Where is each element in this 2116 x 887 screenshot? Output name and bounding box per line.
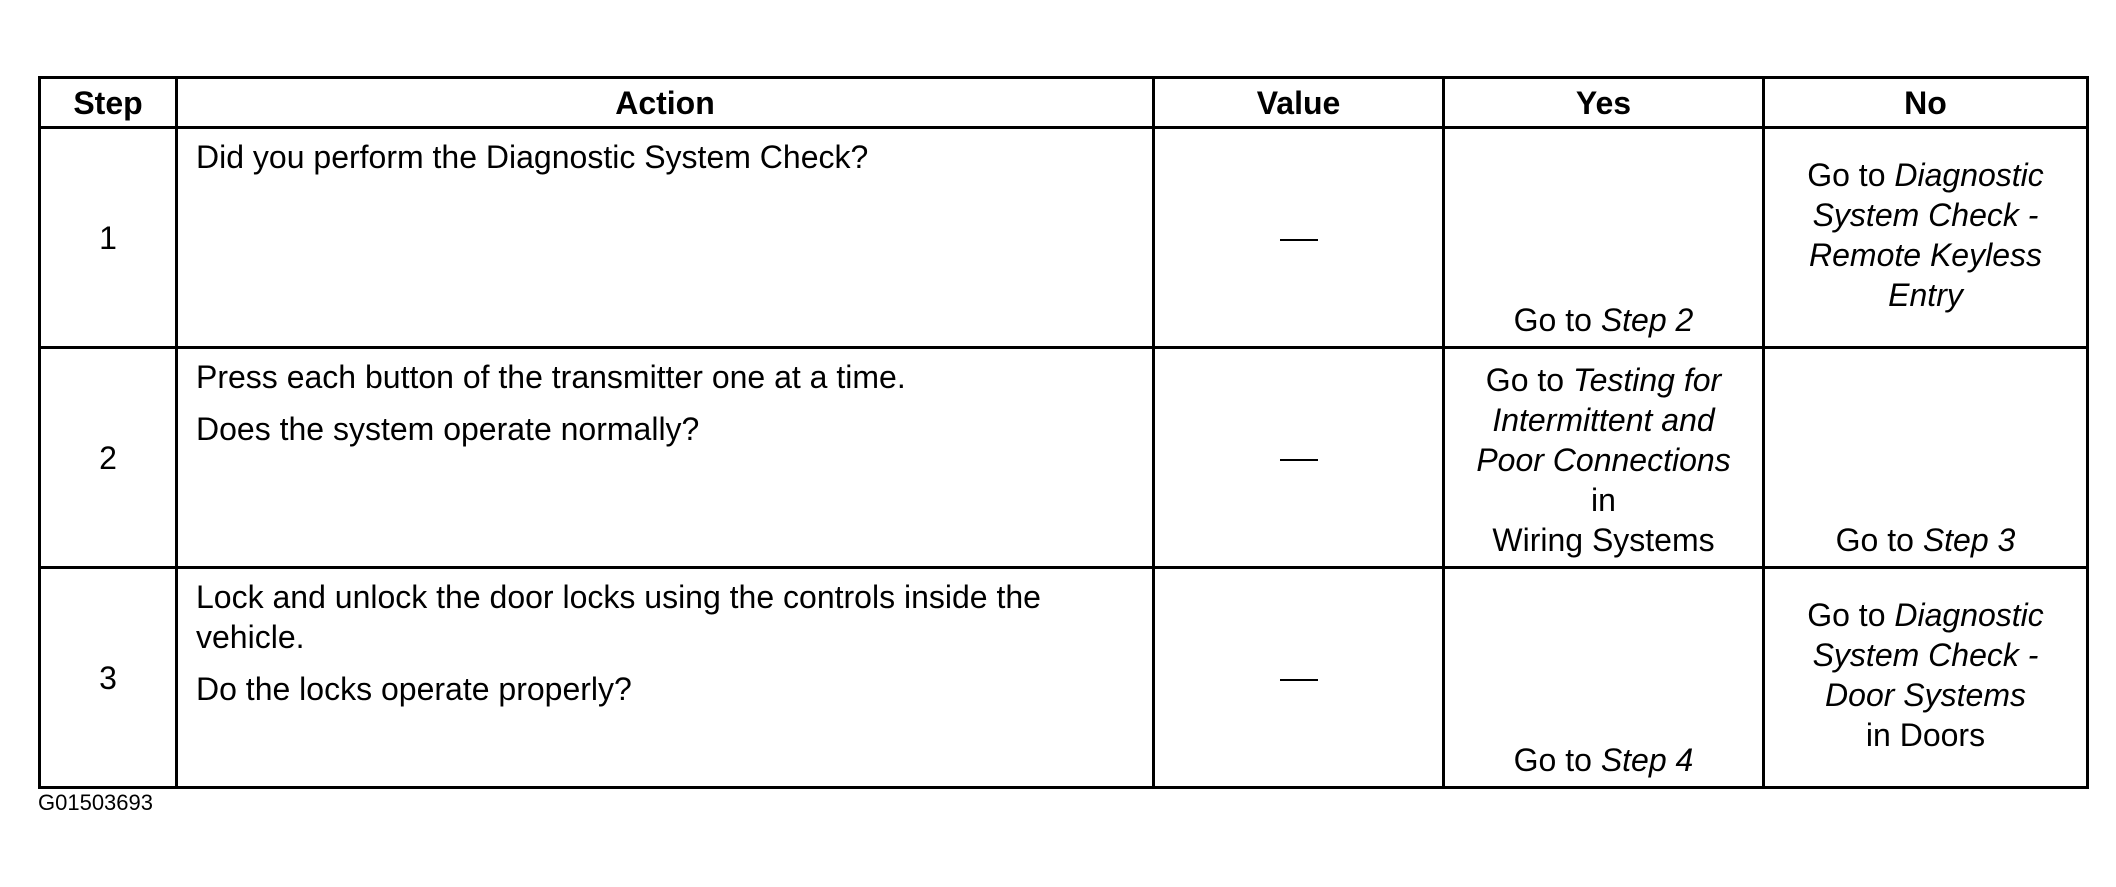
no-line <box>1769 520 2082 560</box>
no-line <box>1769 235 2082 275</box>
yes-line <box>1449 740 1758 780</box>
yes-line <box>1449 520 1758 560</box>
header-yes: Yes <box>1444 78 1764 128</box>
value-cell <box>1154 128 1444 348</box>
no-text: Diagnostic <box>1894 596 2044 633</box>
no-cell <box>1764 128 2088 348</box>
value-dash <box>1280 679 1318 681</box>
no-text: in Doors <box>1865 716 1986 753</box>
action-cell <box>177 568 1154 788</box>
table-row <box>40 128 2088 348</box>
no-line <box>1769 635 2082 675</box>
yes-line <box>1449 480 1758 520</box>
no-text: System Check - <box>1812 636 2039 673</box>
value-cell <box>1154 348 1444 568</box>
no-line <box>1769 675 2082 715</box>
header-value: Value <box>1154 78 1444 128</box>
yes-cell <box>1444 348 1764 568</box>
header-no: No <box>1764 78 2088 128</box>
no-text: Step 3 <box>1922 522 2016 558</box>
action-text: Lock and unlock the door locks using the controls inside the vehicle. <box>196 579 1041 655</box>
diagnostic-table <box>38 76 2089 789</box>
no-text: Go to <box>1835 522 1923 558</box>
no-line <box>1769 595 2082 635</box>
no-line <box>1769 155 2082 195</box>
no-text: Go to <box>1807 156 1895 193</box>
step-number: 3 <box>40 568 177 788</box>
yes-text: Go to <box>1513 742 1601 778</box>
yes-text: Step 4 <box>1600 742 1694 778</box>
step-number: 1 <box>40 128 177 348</box>
header-action: Action <box>177 78 1154 128</box>
no-cell <box>1764 568 2088 788</box>
yes-line <box>1449 360 1758 400</box>
no-cell <box>1764 348 2088 568</box>
no-line <box>1769 195 2082 235</box>
yes-line <box>1449 440 1758 480</box>
yes-text: Step 2 <box>1600 302 1694 338</box>
no-line <box>1769 715 2082 755</box>
no-text: Go to <box>1807 596 1895 633</box>
yes-line <box>1449 300 1758 340</box>
no-text: Remote Keyless <box>1809 236 2042 273</box>
figure-id: G01503693 <box>38 790 153 815</box>
step-number: 2 <box>40 348 177 568</box>
action-text: Does the system operate normally? <box>196 411 700 447</box>
action-cell <box>177 128 1154 348</box>
table-body <box>40 128 2088 788</box>
action-text: Press each button of the transmitter one at a time. <box>196 359 906 395</box>
value-dash <box>1280 239 1318 241</box>
value-dash <box>1280 459 1318 461</box>
yes-text: Go to <box>1485 362 1573 398</box>
yes-line <box>1449 400 1758 440</box>
table-row <box>40 348 2088 568</box>
no-line <box>1769 275 2082 315</box>
header-step: Step <box>40 78 177 128</box>
yes-cell <box>1444 568 1764 788</box>
action-text: Did you perform the Diagnostic System Check? <box>196 139 869 175</box>
yes-text: in <box>1591 482 1616 518</box>
table-row <box>40 568 2088 788</box>
yes-text: Poor Connections <box>1476 442 1731 478</box>
yes-text: Wiring Systems <box>1492 522 1715 558</box>
action-text: Do the locks operate properly? <box>196 671 632 707</box>
no-text: Diagnostic <box>1894 156 2044 193</box>
table-header-row <box>40 78 2088 128</box>
no-text: System Check - <box>1812 196 2039 233</box>
yes-text: Intermittent and <box>1492 402 1715 438</box>
no-text: Door Systems <box>1825 676 2026 713</box>
no-text: Entry <box>1888 276 1963 313</box>
value-cell <box>1154 568 1444 788</box>
yes-text: Testing for <box>1572 362 1722 398</box>
yes-cell <box>1444 128 1764 348</box>
yes-text: Go to <box>1513 302 1601 338</box>
action-cell <box>177 348 1154 568</box>
